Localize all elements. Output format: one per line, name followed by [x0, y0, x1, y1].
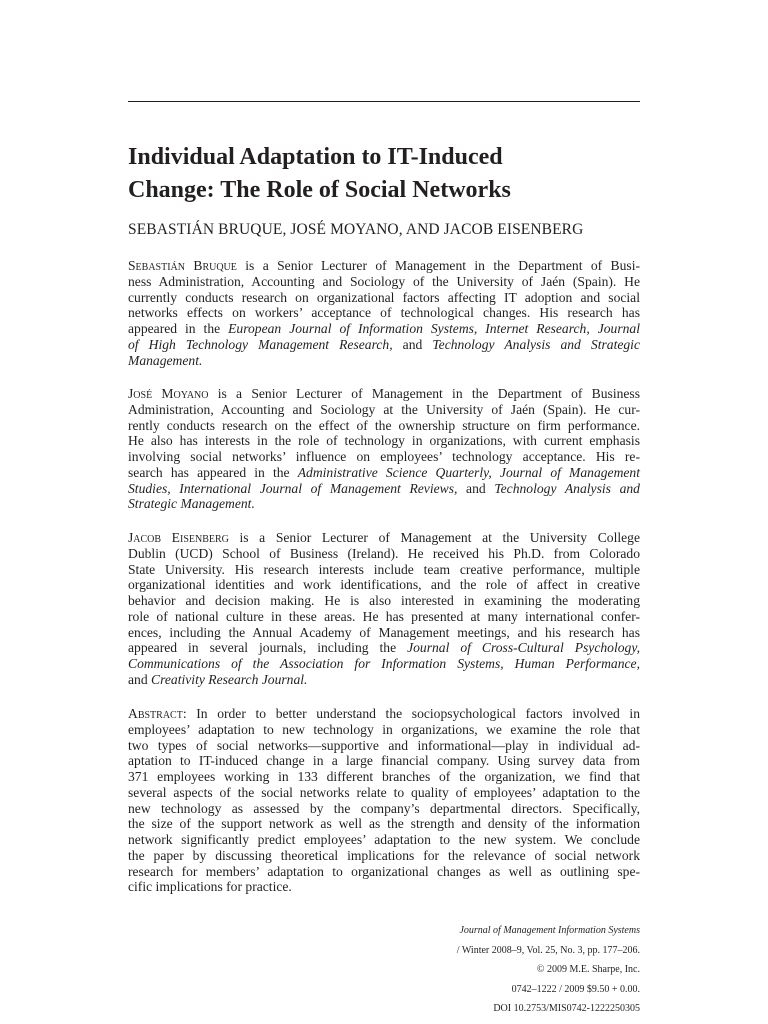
- article-title: [128, 141, 640, 207]
- top-rule: [128, 101, 640, 102]
- doi-line: DOI 10.2753/MIS0742-1222250305: [493, 1003, 640, 1014]
- author-name: José Moyano: [128, 386, 209, 401]
- author-bio-bruque: Sebastián Bruque is a Senior Lecturer of Management in the Department of Busi- ness Administration, Accounting and Sociology of the University of Jaén (Spain). He currently conducts research on organizational factors affecting IT adoption and social networks effects on workers’ acceptance of technological changes. His research has appeared in the European Journal of Information Systems, Internet Research, Journal of High Technology Management Research, and Technology Analysis and Strategic Management.: [128, 258, 640, 368]
- author-name: Sebastián Bruque: [128, 258, 237, 273]
- issn-line: 0742–1222 / 2009 $9.50 + 0.00.: [511, 983, 640, 995]
- author-bio-eisenberg: Jacob Eisenberg is a Senior Lecturer of Management at the University College Dublin (UCD) School of Business (Ireland). He received his Ph.D. from Colorado State University. His research interests include team creative performance, multiple organizational identities and work identifications, and the role of affect in creative behavior and decision making. He is also interested in examining the moderating role of national culture in these areas. He has presented at many international confer- ences, including the Annual Academy of Management meetings, and his research has appeared in several journals, including the Journal of Cross-Cultural Psychology, Communications of the Association for Information Systems, Human Performance, and Creativity Research Journal.: [128, 530, 641, 687]
- abstract-label: Abstract:: [128, 706, 187, 721]
- author-name: Jacob Eisenberg: [128, 530, 229, 545]
- publication-footer: [128, 921, 640, 1019]
- title-line-2: Change: The Role of Social Networks: [128, 177, 511, 203]
- title-line-1: Individual Adaptation to IT-Induced: [128, 144, 503, 170]
- author-bio-moyano: José Moyano is a Senior Lecturer of Management in the Department of Business Administration, Accounting and Sociology at the University of Jaén (Spain). He cur- rently conducts research on the effect of the ownership structure on firm performance. He also has interests in the role of technology in organizations, with current emphasis involving social networks’ influence on employees’ technology acceptance. His re- search has appeared in the Administrative Science Quarterly, Journal of Management Studies, International Journal of Management Reviews, and Technology Analysis and Strategic Management.: [128, 386, 640, 512]
- abstract: Abstract: In order to better understand the sociopsychological factors involved in employees’ adaptation to new technology in organizations, we examine the role that two types of social networks—supportive and informational—play in individual ad- aptation to IT-induced change in a large financial company. Using survey data from 371 employees working in 133 different branches of the organization, we find that several aspects of the social networks relate to quality of employees’ adaptation to the new technology as assessed by the company’s departmental directors. Specifically, the size of the support network as well as the strength and density of the information network significantly predict employees’ adaptation to the new system. We conclude the paper by discussing theoretical implications for the relevance of social network research for members’ adaptation to organizational changes as well as outlining spe- cific implications for practice.: [128, 706, 640, 895]
- copyright-line: © 2009 M.E. Sharpe, Inc.: [536, 964, 640, 975]
- citation-line: Journal of Management Information Systems / Winter 2008–9, Vol. 25, No. 3, pp. 177–206.: [456, 925, 640, 956]
- author-list: SEBASTIÁN BRUQUE, JOSÉ MOYANO, AND JACOB EISENBERG: [128, 221, 584, 238]
